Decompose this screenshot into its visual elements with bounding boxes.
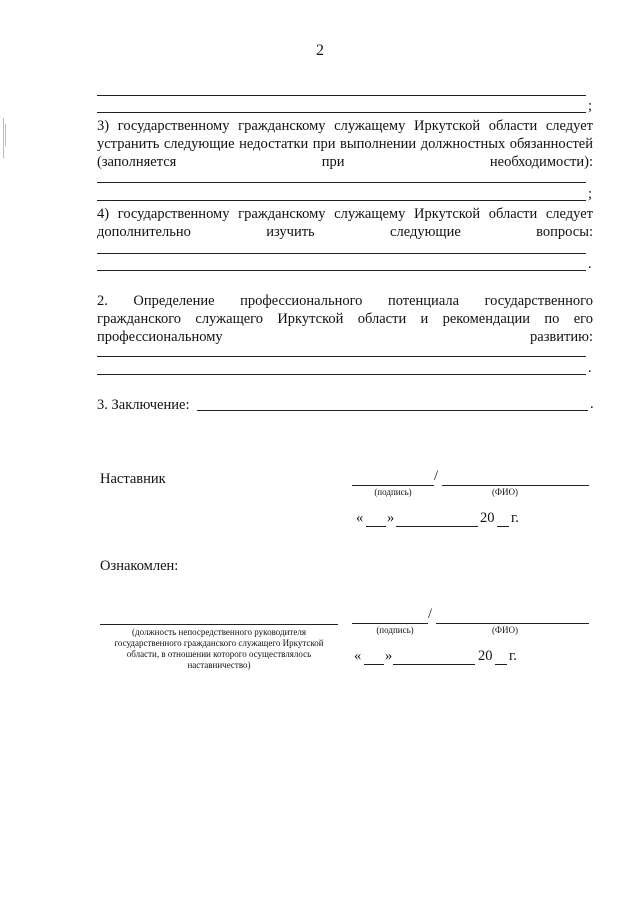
date-close-quote: »	[387, 510, 395, 526]
acquainted-label: Ознакомлен:	[100, 558, 179, 574]
year-line	[495, 664, 507, 665]
section-2-text: 2. Определение профессионального потенциала государственного гражданского служащего Иркутской области и рекомендации по его профессиональному развитию:	[97, 293, 593, 345]
period: .	[588, 256, 592, 272]
signature-line	[352, 623, 428, 624]
day-line	[366, 526, 386, 527]
scan-artifact	[3, 118, 4, 158]
period: .	[588, 360, 592, 376]
slash: /	[434, 468, 439, 484]
fill-line	[97, 200, 586, 201]
section-3-label: 3. Заключение:	[97, 397, 190, 413]
month-line	[396, 526, 478, 527]
fill-line	[97, 182, 586, 183]
fill-line	[97, 270, 586, 271]
signature-caption: (подпись)	[374, 487, 412, 497]
date-close-quote: »	[385, 648, 393, 664]
year-suffix: г.	[511, 510, 519, 526]
fill-line	[97, 95, 586, 96]
position-caption: (должность непосредственного руководителя государственного гражданского служащего Иркутской области, в отношении которого осуществлялось наставничество)	[114, 627, 324, 670]
fio-line	[436, 623, 589, 624]
fill-line	[97, 112, 586, 113]
year-prefix: 20	[480, 510, 495, 526]
date-open-quote: «	[356, 510, 364, 526]
date-open-quote: «	[354, 648, 362, 664]
paragraph-3: 3) государственному гражданскому служащему Иркутской области следует устранить следующие недостатки при выполнении должностных обязанностей (заполняется при необходимости):	[97, 118, 593, 170]
mentor-label: Наставник	[100, 471, 166, 487]
fio-caption: (ФИО)	[491, 625, 519, 635]
conclusion-line	[197, 410, 588, 411]
year-prefix: 20	[478, 648, 493, 664]
fio-line	[442, 485, 589, 486]
paragraph-4: 4) государственному гражданскому служащему Иркутской области следует дополнительно изучить следующие вопросы:	[97, 206, 593, 240]
fill-line	[97, 356, 586, 357]
signature-line	[352, 485, 434, 486]
signature-caption: (подпись)	[376, 625, 414, 635]
period: .	[590, 396, 594, 412]
fio-caption: (ФИО)	[491, 487, 519, 497]
slash: /	[428, 606, 433, 622]
page-number: 2	[316, 42, 324, 59]
day-line	[364, 664, 384, 665]
fill-line	[97, 253, 586, 254]
position-line	[100, 624, 338, 625]
fill-line	[97, 374, 586, 375]
semicolon: ;	[588, 98, 593, 114]
month-line	[393, 664, 475, 665]
year-line	[497, 526, 509, 527]
scan-artifact	[5, 124, 6, 146]
year-suffix: г.	[509, 648, 517, 664]
semicolon: ;	[588, 186, 593, 202]
